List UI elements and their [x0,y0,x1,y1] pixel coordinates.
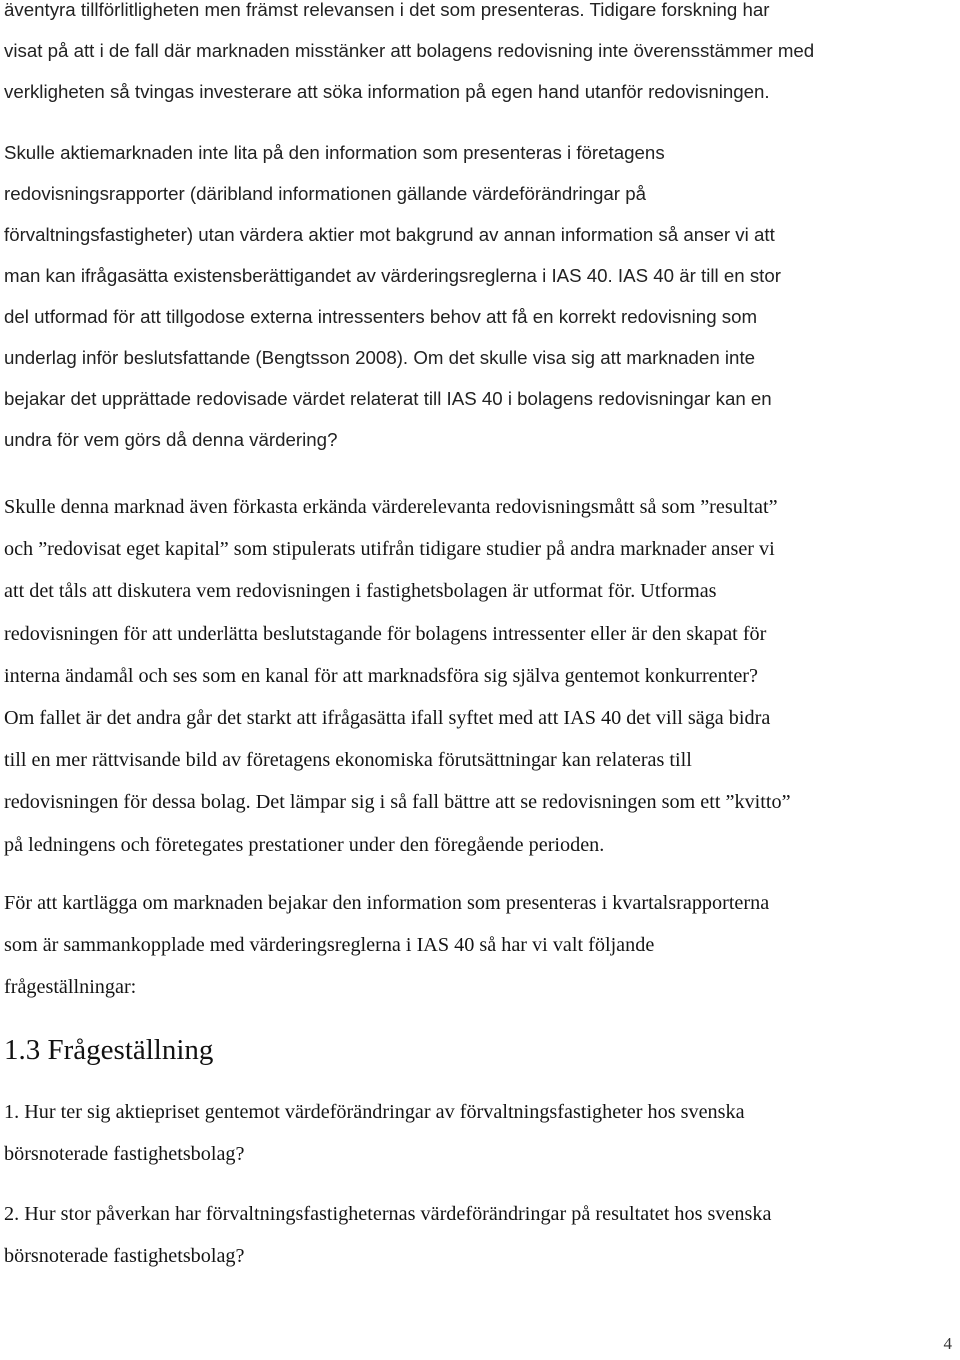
text-line: interna ändamål och ses som en kanal för att marknadsföra sig själva gentemot konkurrenter? [4,664,758,687]
text-line: 2. Hur stor påverkan har förvaltningsfastigheternas värdeförändringar på resultatet hos svenska [4,1203,772,1225]
text-line: man kan ifrågasätta existensberättigandet av värderingsreglerna i IAS 40. IAS 40 är till en stor [4,265,781,286]
text-line: på ledningens och företegates prestationer under den föregående perioden. [4,833,605,856]
paragraph-research-aim [4,882,939,1009]
text-line: undra för vem görs då denna värdering? [4,429,338,450]
text-line: del utformad för att tillgodose externa intressenters behov att få en korrekt redovisning som [4,306,758,327]
paragraph-intro [4,0,960,112]
text-line: börsnoterade fastighetsbolag? [4,1245,245,1268]
text-line: Skulle denna marknad även förkasta erkända värderelevanta redovisningsmått så som ”resultat” [4,496,778,518]
research-question-2 [4,1193,939,1277]
text-line: redovisningen för dessa bolag. Det lämpar sig i så fall bättre att se redovisningen som ett ”kvitto” [4,791,791,814]
text-line: förvaltningsfastigheter) utan värdera aktier mot bakgrund av annan information så anser vi att [4,224,775,245]
text-line: verkligheten så tvingas investerare att söka information på egen hand utanför redovisningen. [4,81,770,102]
research-question-1 [4,1091,939,1175]
text-line: Skulle aktiemarknaden inte lita på den information som presenteras i företagens [4,142,665,163]
text-line: som är sammankopplade med värderingsreglerna i IAS 40 så har vi valt följande [4,934,655,957]
text-line: bejakar det upprättade redovisade värdet relaterat till IAS 40 i bolagens redovisningar kan en [4,388,772,409]
page-number: 4 [943,1334,952,1353]
section-heading: 1.3 Frågeställning [4,1034,214,1066]
text-line: 1. Hur ter sig aktiepriset gentemot värdeförändringar av förvaltningsfastigheter hos svenska [4,1101,745,1123]
text-line: och ”redovisat eget kapital” som stipulerats utifrån tidigare studier på andra marknader anser vi [4,538,775,561]
text-line: underlag inför beslutsfattande (Bengtsson 2008). Om det skulle visa sig att marknaden inte [4,347,756,368]
text-line: visat på att i de fall där marknaden misstänker att bolagens redovisning inte överensstämmer med [4,40,815,61]
text-line: Om fallet är det andra går det starkt att ifrågasätta ifall syftet med att IAS 40 det vill säga bidra [4,707,771,730]
text-line: redovisningen för att underlätta beslutstagande för bolagens intressenter eller är den skapat för [4,622,767,645]
text-line: till en mer rättvisande bild av företagens ekonomiska förutsättningar kan relateras till [4,749,692,772]
paragraph-market-rejection [4,486,939,866]
text-line: redovisningsrapporter (däribland informationen gällande värdeförändringar på [4,183,646,204]
paragraph-stock-market [4,132,960,460]
text-line: att det tåls att diskutera vem redovisningen i fastighetsbolagen är utformat för. Utformas [4,580,717,603]
text-line: För att kartlägga om marknaden bejakar den information som presenteras i kvartalsrapporterna [4,892,770,914]
text-line: frågeställningar: [4,976,137,999]
text-line: äventyra tillförlitligheten men främst relevansen i det som presenteras. Tidigare forskning har [4,0,770,20]
text-line: börsnoterade fastighetsbolag? [4,1143,245,1166]
